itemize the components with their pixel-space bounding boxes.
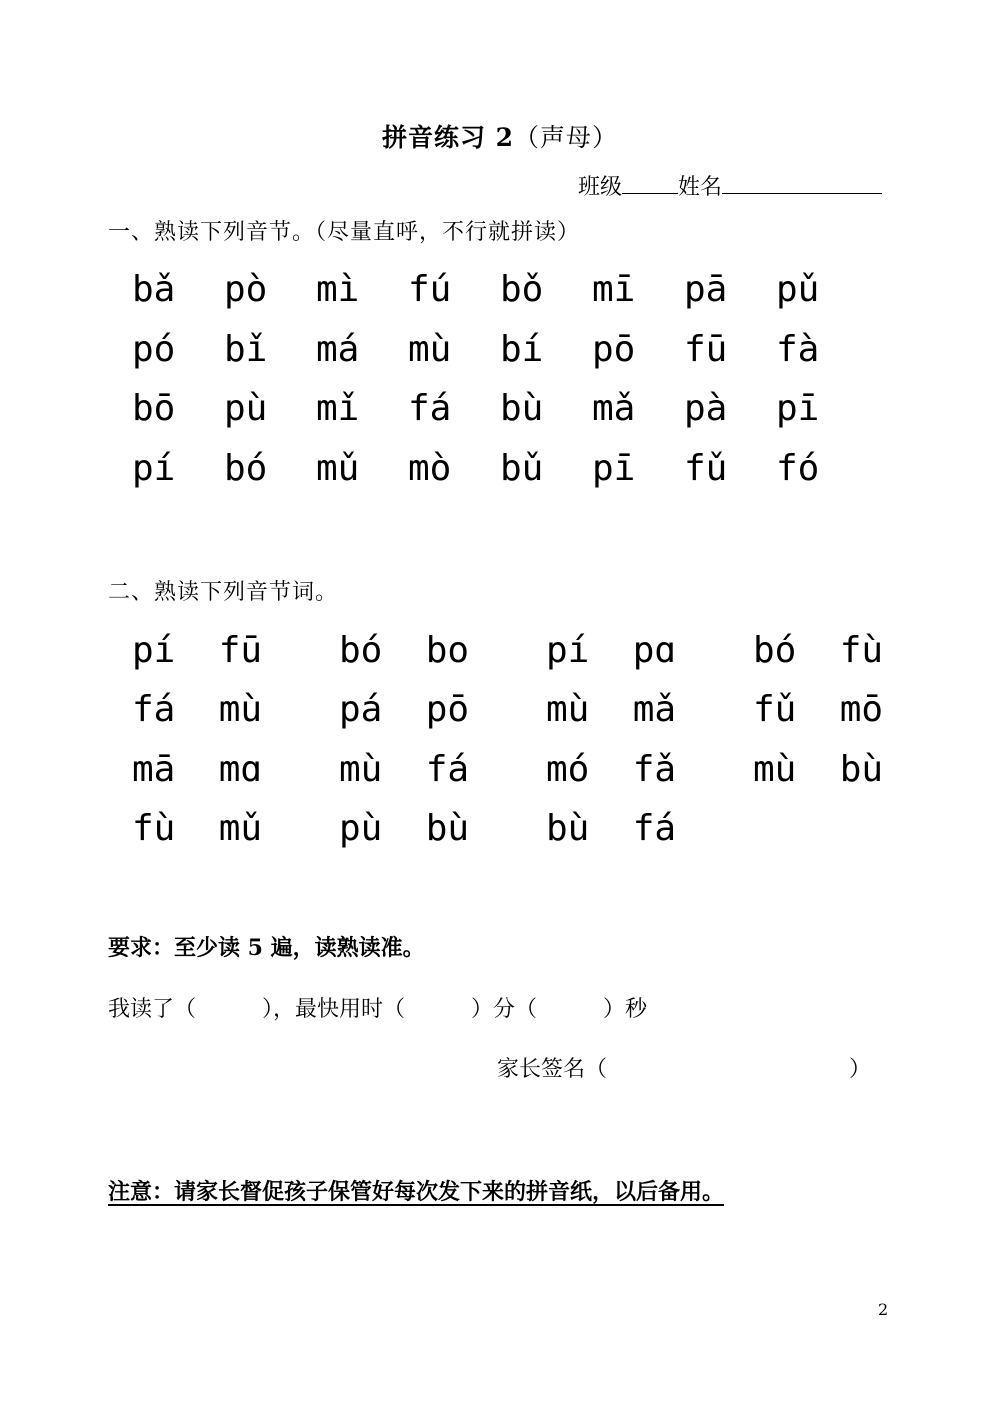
syllable-item: pī (776, 388, 820, 429)
syllable-item: fū (684, 328, 728, 370)
word-item: bù fá (546, 807, 677, 849)
syllable-item: pà (684, 388, 728, 429)
syllable-item: bō (132, 388, 176, 429)
syllable-item: pō (592, 328, 636, 370)
syllable-item: mī (592, 269, 636, 310)
word-item: pù bù (339, 807, 470, 849)
page-number: 2 (878, 1300, 889, 1319)
syllable-item: fá (408, 388, 452, 429)
title-main: 拼音练习 2 (381, 123, 515, 152)
title-sub: （声母） (514, 123, 619, 152)
syllable-item: pī (592, 447, 636, 489)
syllable-item: mǔ (316, 447, 360, 489)
reading-record: 我读了（ ），最快用时（ ）分（ ）秒 (108, 997, 648, 1022)
notice-text: 注意：请家长督促孩子保管好每次发下来的拼音纸，以后备用。 (108, 1179, 725, 1205)
word-item: fǔ mō (753, 689, 884, 731)
syllable-item: bǒ (500, 269, 544, 310)
requirement-text: 要求：至少读 5 遍，读熟读准。 (108, 935, 425, 961)
syllable-item: bǐ (224, 328, 268, 370)
word-item: mā mɑ (132, 748, 263, 790)
syllable-item: mù (408, 328, 452, 370)
word-item: mù mǎ (546, 689, 677, 731)
class-name-line (578, 170, 882, 201)
syllable-item: pā (684, 269, 728, 310)
word-item: mù bù (753, 748, 884, 790)
word-item: pá pō (339, 689, 470, 731)
word-item: fù mǔ (132, 807, 263, 849)
syllable-item: bǔ (500, 447, 544, 489)
word-item: mù fá (339, 748, 470, 790)
name-label: 姓名 (678, 175, 723, 200)
class-blank[interactable] (622, 171, 678, 194)
syllable-item: pù (224, 388, 268, 429)
parent-signature: 家长签名（ ） (497, 1057, 872, 1082)
syllable-item: pǔ (776, 269, 820, 310)
word-item: fá mù (132, 689, 263, 731)
syllable-item: fó (776, 447, 820, 489)
section2-heading: 二、熟读下列音节词。 (108, 580, 339, 605)
name-blank[interactable] (722, 171, 882, 194)
section1-heading: 一、熟读下列音节。（尽量直呼，不行就拼读） (108, 220, 581, 245)
syllable-item: mǎ (592, 388, 636, 429)
syllable-item: bǎ (132, 269, 176, 310)
syllable-item: pí (132, 447, 176, 489)
syllable-item: pó (132, 328, 176, 370)
word-item: pí pɑ (546, 630, 677, 671)
word-item: bó fù (753, 630, 884, 671)
syllable-item: fà (776, 328, 820, 370)
word-item: pí fū (132, 630, 263, 671)
syllable-item: fú (408, 269, 452, 310)
syllable-item: bù (500, 388, 544, 429)
word-item: bó bo (339, 630, 470, 671)
syllable-item: pò (224, 269, 268, 310)
syllable-item: mǐ (316, 388, 360, 429)
page-title (0, 118, 1000, 154)
syllable-item: mò (408, 447, 452, 489)
class-label: 班级 (578, 175, 623, 200)
syllable-item: mì (316, 269, 360, 310)
syllable-item: fǔ (684, 447, 728, 489)
syllable-item: má (316, 328, 360, 370)
syllable-item: bó (224, 447, 268, 489)
syllable-item: bí (500, 328, 544, 370)
word-item: mó fǎ (546, 748, 677, 790)
